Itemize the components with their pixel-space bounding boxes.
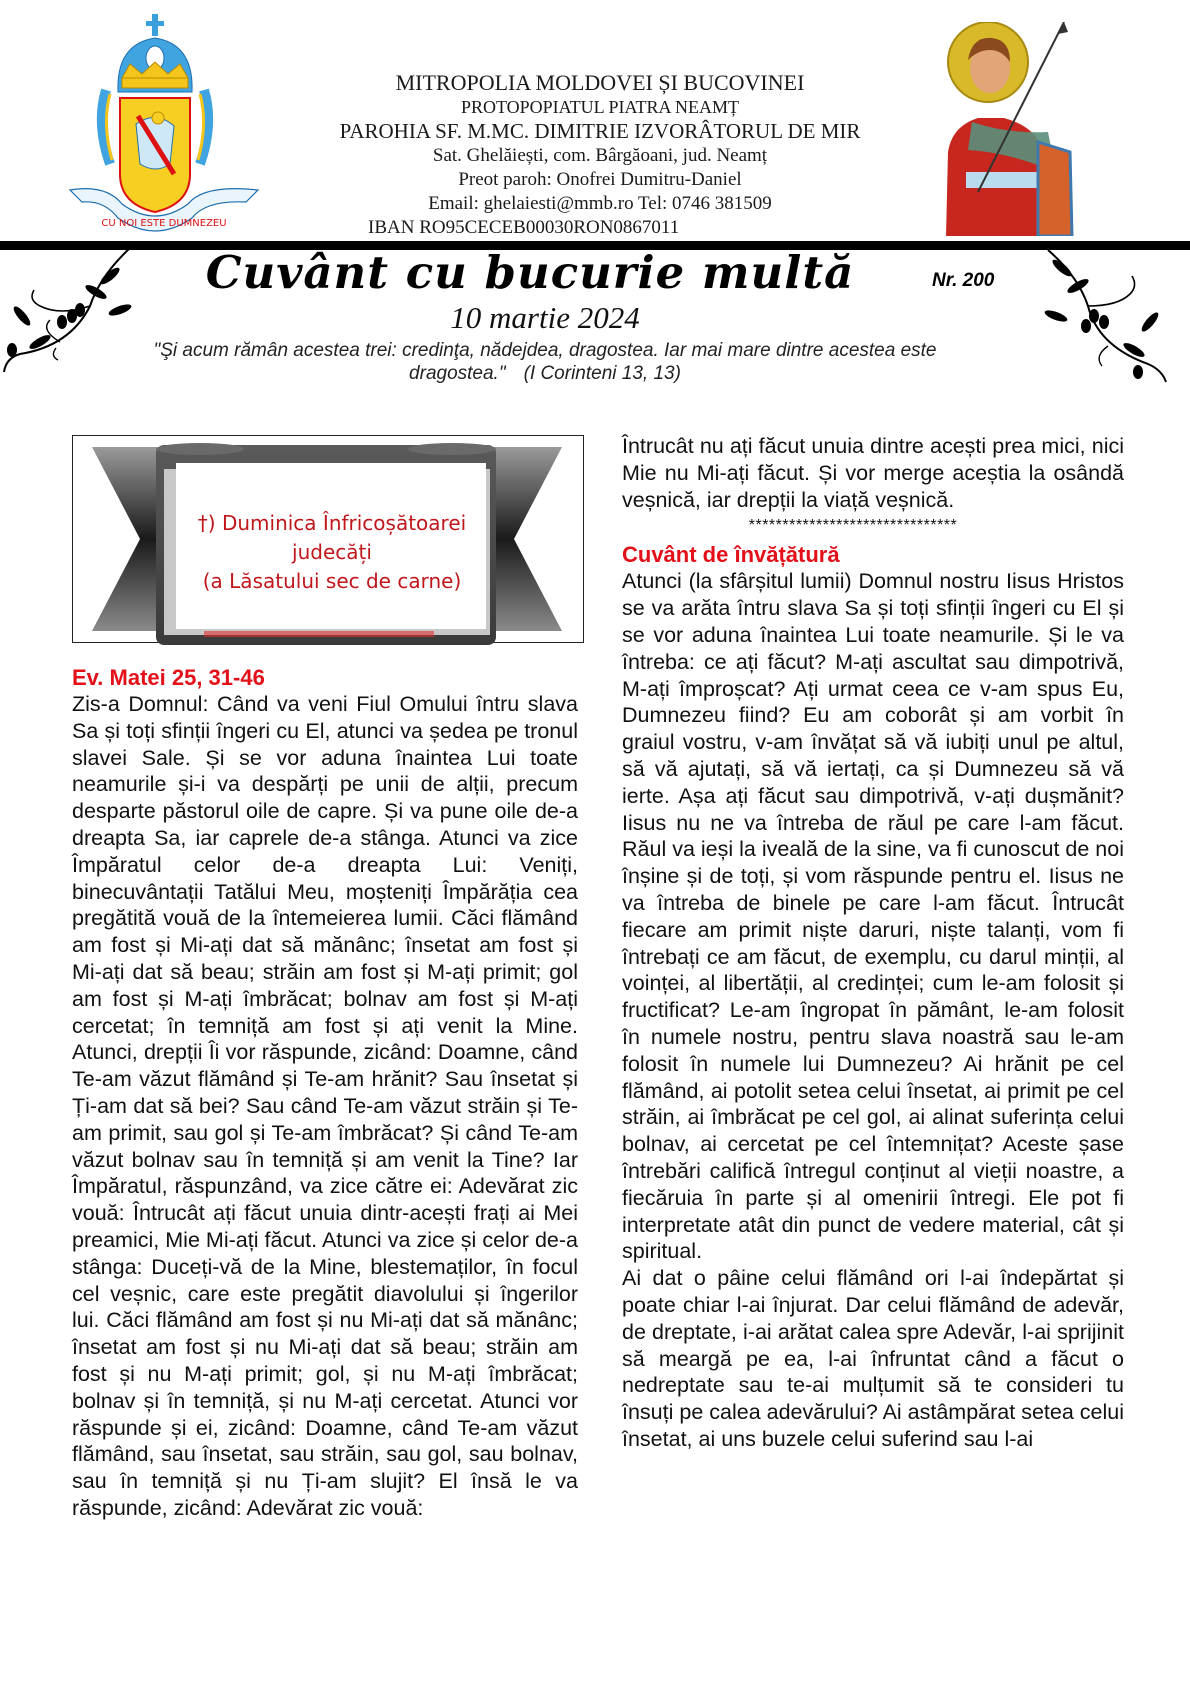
banner-line-2: judecăți — [292, 540, 372, 564]
gospel-heading: Ev. Matei 25, 31-46 — [72, 665, 265, 690]
parish-priest: Preot paroh: Onofrei Dumitru-Daniel — [458, 169, 742, 190]
svg-text:CU NOI ESTE DUMNEZEU: CU NOI ESTE DUMNEZEU — [101, 218, 227, 229]
issue-number: Nr. 200 — [932, 270, 995, 291]
parish-contact: Email: ghelaiesti@mmb.ro Tel: 0746 381509 — [428, 193, 772, 214]
motto-reference: (I Corinteni 13, 13) — [523, 363, 681, 384]
metropolis-crest-logo — [66, 14, 262, 240]
parish-letterhead — [300, 70, 900, 240]
newsletter-title: Cuvânt cu bucurie multă — [205, 246, 855, 299]
parish-name: PAROHIA SF. M.MC. DIMITRIE IZVORÂTORUL DE MIR — [339, 119, 861, 143]
sermon-column — [622, 433, 1124, 1453]
sermon-paragraph-2: Ai dat o pâine celui flămând ori l-ai îndepărtat și poate chiar l-ai înjurat. Dar celui flămând de adevăr, de dreptate, i-ai arătat calea spre Adevăr, l-ai sprijinit să meargă pe ea, l-ai înfruntat când a făcut o nedreptate sau te-ai mulțumit să te consideri tu însuți pe calea adevărului? Ai astâmpărat setea celui însetat, ai uns buzele celui suferind sau l-ai — [622, 1266, 1124, 1451]
metropolis-name: MITROPOLIA MOLDOVEI ȘI BUCOVINEI — [395, 70, 805, 95]
gospel-continuation: Întrucât nu ați făcut unuia dintre acești prea mici, nici Mie nu Mi-ați făcut. Și vor merge aceștia la osândă veșnică, iar drepții la viață veșnică. — [622, 434, 1124, 512]
gospel-text: Zis-a Domnul: Când va veni Fiul Omului întru slava Sa și toți sfinții îngeri cu El, atunci va ședea pe tronul slavei Sale. Și se vor aduna înaintea Lui toate neamurile și-i va despărți pe unii de alții, precum desparte păstorul oile de capre. Și va pune oile de-a dreapta Sa, iar caprele de-a stânga. Atunci va zice Împăratul celor de-a dreapta Lui: Veniți, binecuvântații Tatălui Meu, moșteniți Împărăția cea pregătită vouă de la întemeierea lumii. Căci flămând am fost și Mi-ați dat să mănânc; însetat am fost și Mi-ați dat să beau; străin am fost și M-ați primit; gol am fost și M-ați îmbrăcat; bolnav am fost și M-ați cercetat; în temniță am fost și ați venit la Mine. Atunci, drepții Îi vor răspunde, zicând: Doamne, când Te-am văzut flămând și Te-am hrănit? Sau însetat și Ți-am dat să bei? Sau când Te-am văzut străin și Te-am primit, sau gol și Te-am îmbrăcat? Și când Te-am văzut bolnav sau în temniță și am venit la Tine? Iar Împăratul, răspunzând, va zice către ei: Adevărat zic vouă: Întrucât ați făcut unuia dintr-acești frați ai Mei preamici, Mie Mi-ați făcut. Atunci va zice și celor de-a stânga: Duceți-vă de la Mine, blestemaților, în focul cel veșnic, care este pregătit diavolului și îngerilor lui. Căci flămând am fost și nu Mi-ați dat să mănânc; însetat am fost și nu Mi-ați dat să beau; străin am fost și nu M-ați primit; gol, și nu M-ați îmbrăcat; bolnav și în temniță, și nu M-ați cercetat. Atunci vor răspunde și ei, zicând: Doamne, când Te-am văzut flămând, sau însetat, sau străin, sau gol, sau bolnav, sau în temniță și nu Ți-am slujit? El însă le va răspunde, zicând: Adevărat zic vouă: — [72, 692, 578, 1520]
crest-icon — [66, 14, 262, 240]
sermon-heading: Cuvânt de învățătură — [622, 542, 840, 568]
parish-address: Sat. Ghelăiești, com. Bârgăoani, jud. Neamț — [432, 145, 768, 166]
bible-motto — [110, 339, 980, 385]
issue-date: 10 martie 2024 — [450, 300, 640, 335]
section-separator: ******************************* — [748, 517, 958, 535]
gospel-column — [72, 664, 578, 1522]
saint-dimitrie-icon — [938, 22, 1088, 236]
sunday-title-banner — [72, 435, 584, 660]
olive-branch-right-icon — [1038, 246, 1173, 386]
protopopiat-name: PROTOPOPIATUL PIATRA NEAMȚ — [460, 97, 740, 117]
newsletter-masthead — [180, 247, 880, 299]
motto-quote: "Şi acum rămân acestea trei: credinţa, nădejdea, dragostea. Iar mai mare dintre acestea este dragostea." — [153, 340, 937, 384]
banner-line-3: (a Lăsatului sec de carne) — [202, 569, 462, 593]
sermon-paragraph-1: Atunci (la sfârșitul lumii) Domnul nostru Iisus Hristos se va arăta întru slava Sa și toți sfinții îngeri cu El și se vor aduna înaintea Lui toate neamurile. Și le va întreba: ce ați făcut? M-ați ascultat sau dimpotrivă, M-ați împroșcat? Ați urmat ceea ce v-am spus Eu, Dumnezeu fiind? Eu am coborât și am vorbit în graiul vostru, v-am învățat să vă iubiți unul pe altul, să vă ajutați, să vă iertați, ca și Dumnezeu să vă ierte. Așa ați făcut sau dimpotrivă, v-ați dușmănit? Iisus nu ne va întreba de răul pe care l-am făcut. Răul va ieși la iveală de la sine, va fi cunoscut de noi înșine și de toți, și vom răspunde pentru el. Iisus ne va întreba de binele pe care l-am făcut. Întrucât fiecare am primit niște daruri, niște talanți, vom fi întrebați ce am făcut, de exemplu, cu darul minții, al voinței, al libertății, al credinței; cum le-am folosit și fructificat? Le-am îngropat în pământ, le-am folosit în numele nostru, pentru slava noastră sau le-am folosit în numele lui Dumnezeu? Ai hrănit pe cel flămând, ai potolit setea celui însetat, ai primit pe cel străin, ai îmbrăcat pe cel gol, ai alinat suferința celui bolnav, ai cercetat pe cel întemnițat? Aceste șase întrebări califică întregul conținut al vieții noastre, a fiecăruia în parte și al omenirii întregi. Ele pot fi interpretate atât din punct de vedere material, cât și spiritual. — [622, 569, 1124, 1264]
banner-title — [182, 509, 482, 596]
parish-iban: IBAN RO95CECEB00030RON0867011 — [368, 217, 680, 238]
banner-line-1: †) Duminica Înfricoșătoarei — [197, 511, 467, 535]
